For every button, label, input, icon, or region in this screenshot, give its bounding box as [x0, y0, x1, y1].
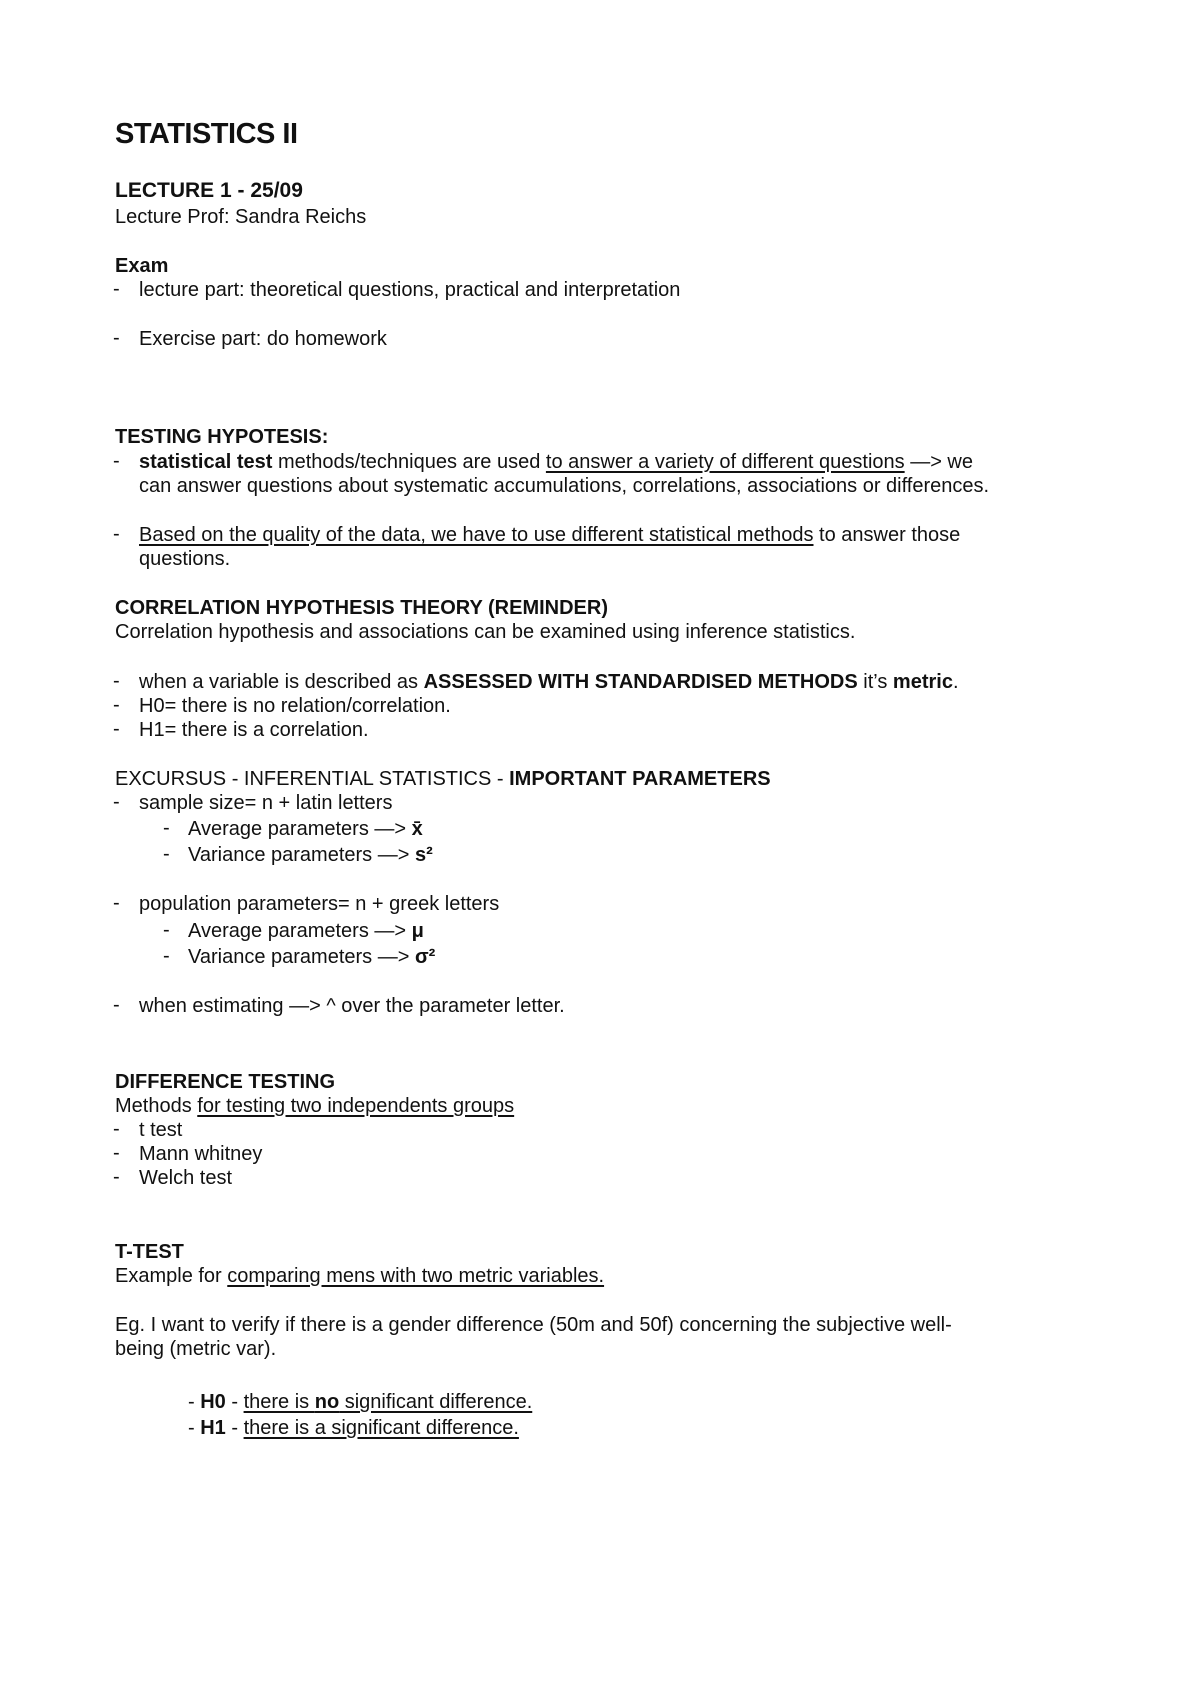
- bullet-dash: -: [113, 670, 120, 692]
- difference-intro: [115, 1094, 514, 1118]
- excursus-heading: [115, 767, 771, 791]
- ttest-example-line2: being (metric var).: [115, 1338, 277, 1360]
- text-run: -: [225, 1391, 244, 1413]
- underlined-phrase: comparing mens with two metric variables.: [227, 1265, 605, 1287]
- bullet-dash: -: [113, 791, 120, 813]
- correlation-intro: Correlation hypothesis and associations can be examined using inference statistics.: [115, 621, 856, 643]
- h0-statement: [244, 1391, 533, 1413]
- excursus-pop-var: [188, 945, 435, 969]
- bullet-dash: -: [113, 1142, 120, 1164]
- bullet-dash: -: [113, 1166, 120, 1188]
- excursus-population: population parameters= n + greek letters: [139, 893, 500, 915]
- excursus-pop-avg: [188, 919, 424, 943]
- exam-item-exercise: Exercise part: do homework: [139, 328, 387, 350]
- text-run: EXCURSUS - INFERENTIAL STATISTICS -: [115, 768, 510, 790]
- bullet-dash: -: [113, 278, 120, 300]
- text-run: there is: [243, 1391, 315, 1413]
- ttest-h1: [188, 1416, 519, 1440]
- ttest-h0: [188, 1390, 532, 1414]
- underlined-phrase: for testing two independents groups: [197, 1095, 515, 1117]
- document-title: STATISTICS II: [115, 118, 298, 150]
- bullet-dash: -: [163, 919, 170, 941]
- lecture-heading: LECTURE 1 - 25/09: [115, 179, 303, 202]
- text-run: Methods: [115, 1095, 198, 1117]
- correlation-item-1: [139, 670, 959, 694]
- excursus-sample: sample size= n + latin letters: [139, 792, 393, 814]
- bullet-dash: -: [113, 523, 120, 545]
- difference-item-mann-whitney: Mann whitney: [139, 1143, 263, 1165]
- bullet-dash: -: [113, 694, 120, 716]
- text-run: —> we: [904, 451, 973, 473]
- correlation-item-h0: H0= there is no relation/correlation.: [139, 695, 451, 717]
- text-run: Variance parameters —>: [188, 844, 415, 866]
- excursus-sample-var: [188, 843, 433, 867]
- text-run: .: [952, 671, 959, 693]
- bullet-dash: -: [163, 945, 170, 967]
- text-run: Average parameters —>: [188, 818, 412, 840]
- bold-word: no: [314, 1391, 340, 1413]
- bullet-dash: -: [113, 327, 120, 349]
- text-run: -: [225, 1417, 244, 1439]
- text-run: -: [188, 1391, 201, 1413]
- difference-item-welch: Welch test: [139, 1167, 232, 1189]
- metric-term: metric: [892, 671, 953, 693]
- statistical-test-term: statistical test: [139, 451, 273, 473]
- text-run: when a variable is described as: [139, 671, 424, 693]
- h1-statement: there is a significant difference.: [243, 1417, 519, 1439]
- testing-item-1: [139, 450, 973, 474]
- h1-label: H1: [200, 1417, 226, 1439]
- ttest-heading: T-TEST: [115, 1241, 184, 1263]
- testing-heading: TESTING HYPOTESIS:: [115, 426, 329, 448]
- bullet-dash: -: [163, 843, 170, 865]
- text-run: methods/techniques are used: [272, 451, 546, 473]
- symbol: μ: [411, 920, 424, 942]
- bullet-dash: -: [113, 718, 120, 740]
- text-run: significant difference.: [339, 1391, 533, 1413]
- exam-item-lecture: lecture part: theoretical questions, practical and interpretation: [139, 279, 681, 301]
- text-run: Variance parameters —>: [188, 946, 415, 968]
- bullet-dash: -: [113, 1118, 120, 1140]
- lecture-prof: Lecture Prof: Sandra Reichs: [115, 206, 367, 228]
- bullet-dash: -: [113, 450, 120, 472]
- underlined-phrase: Based on the quality of the data, we have to use different statistical methods: [139, 524, 814, 546]
- testing-item-1-line2: can answer questions about systematic accumulations, correlations, associations or differences.: [139, 475, 990, 497]
- text-run: to answer those: [813, 524, 961, 546]
- bullet-dash: -: [113, 892, 120, 914]
- symbol: x̄: [411, 818, 423, 840]
- correlation-heading: CORRELATION HYPOTHESIS THEORY (REMINDER): [115, 597, 608, 619]
- text-run: Average parameters —>: [188, 920, 412, 942]
- exam-heading: Exam: [115, 255, 169, 277]
- excursus-estimating: when estimating —> ^ over the parameter letter.: [139, 995, 565, 1017]
- text-run: -: [188, 1417, 201, 1439]
- ttest-intro: [115, 1264, 604, 1288]
- correlation-item-h1: H1= there is a correlation.: [139, 719, 369, 741]
- bullet-dash: -: [163, 817, 170, 839]
- text-run: Example for: [115, 1265, 228, 1287]
- excursus-sample-avg: [188, 817, 423, 841]
- difference-item-ttest: t test: [139, 1119, 183, 1141]
- testing-item-2-line2: questions.: [139, 548, 231, 570]
- bold-phrase: ASSESSED WITH STANDARDISED METHODS: [423, 671, 858, 693]
- symbol: s²: [414, 844, 433, 866]
- text-run: it’s: [857, 671, 893, 693]
- underlined-phrase: to answer a variety of different questions: [545, 451, 905, 473]
- ttest-example-line1: Eg. I want to verify if there is a gender difference (50m and 50f) concerning the subjective well-: [115, 1314, 952, 1336]
- symbol: σ²: [414, 946, 436, 968]
- bold-phrase: IMPORTANT PARAMETERS: [509, 768, 771, 790]
- testing-item-2: [139, 523, 960, 547]
- h0-label: H0: [200, 1391, 226, 1413]
- difference-heading: DIFFERENCE TESTING: [115, 1071, 336, 1093]
- bullet-dash: -: [113, 994, 120, 1016]
